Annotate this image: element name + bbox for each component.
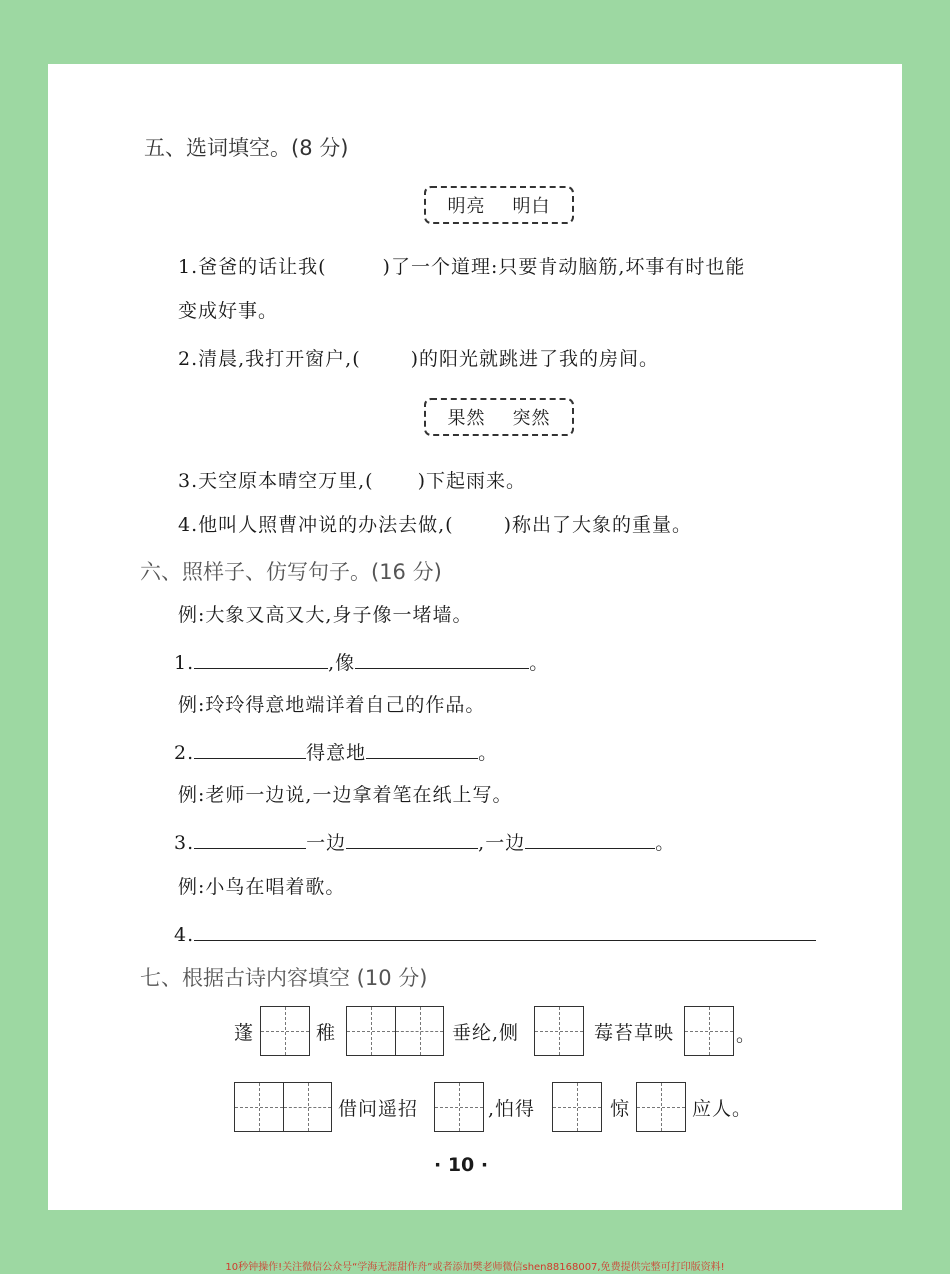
answer-text: 一边 — [306, 832, 347, 854]
char-cell[interactable] — [347, 1007, 395, 1055]
answer-line[interactable] — [355, 646, 529, 669]
char-grid-3[interactable] — [534, 1006, 584, 1056]
answer-text: 。 — [655, 832, 676, 854]
question-1 — [178, 252, 745, 279]
answer-text: ,一边 — [478, 832, 526, 854]
answer-line[interactable] — [194, 736, 306, 759]
question-text: 2.清晨,我打开窗户,( — [178, 348, 361, 370]
answer-line[interactable] — [194, 646, 328, 669]
char-cell[interactable] — [283, 1083, 331, 1131]
answer-number: 4. — [174, 924, 195, 946]
example-2: 例:玲玲得意地端详着自己的作品。 — [178, 694, 486, 716]
section6-title: 六、照样子、仿写句子。(16 分) — [140, 560, 442, 584]
char-grid-5[interactable] — [234, 1082, 332, 1132]
question-text: )下起雨来。 — [417, 470, 527, 492]
answer-2 — [174, 736, 498, 765]
question-text: )了一个道理:只要肯动脑筋,坏事有时也能 — [382, 256, 746, 278]
char-cell[interactable] — [685, 1007, 733, 1055]
question-3 — [178, 466, 526, 493]
answer-line[interactable] — [366, 736, 478, 759]
word-option: 果然 — [447, 408, 486, 429]
example-3: 例:老师一边说,一边拿着笔在纸上写。 — [178, 784, 513, 806]
word-option: 明白 — [512, 196, 551, 217]
char-cell[interactable] — [535, 1007, 583, 1055]
answer-text: ,像 — [328, 652, 356, 674]
poem-text: 借问遥招 — [338, 1098, 419, 1120]
answer-line[interactable] — [194, 826, 306, 849]
answer-text: 。 — [478, 742, 499, 764]
answer-line[interactable] — [346, 826, 478, 849]
section5-title: 五、选词填空。(8 分) — [144, 136, 349, 160]
answer-number: 3. — [174, 832, 195, 854]
question-4 — [178, 510, 692, 537]
char-grid-2[interactable] — [346, 1006, 444, 1056]
word-choice-box-1 — [424, 186, 574, 224]
answer-4 — [174, 918, 816, 946]
poem-text: 垂纶,侧 — [452, 1022, 520, 1044]
char-grid-1[interactable] — [260, 1006, 310, 1056]
question-text: 1.爸爸的话让我( — [178, 256, 327, 278]
char-cell[interactable] — [395, 1007, 443, 1055]
question-2 — [178, 344, 659, 371]
poem-text: 莓苔草映 — [594, 1022, 675, 1044]
char-cell[interactable] — [553, 1083, 601, 1131]
question-text: )的阳光就跳进了我的房间。 — [410, 348, 660, 370]
char-cell[interactable] — [435, 1083, 483, 1131]
answer-3 — [174, 826, 675, 855]
question-1-continued: 变成好事。 — [178, 300, 279, 322]
char-grid-8[interactable] — [636, 1082, 686, 1132]
poem-text: 。 — [736, 1024, 757, 1046]
poem-text: 应人。 — [692, 1098, 753, 1120]
word-choice-box-2 — [424, 398, 574, 436]
char-cell[interactable] — [637, 1083, 685, 1131]
page-number: · 10 · — [434, 1154, 489, 1176]
question-text: )称出了大象的重量。 — [503, 514, 693, 536]
poem-text: 蓬 — [234, 1022, 255, 1044]
poem-text: ,怕得 — [488, 1098, 536, 1120]
answer-text: 。 — [529, 652, 550, 674]
word-option: 突然 — [512, 408, 551, 429]
example-4: 例:小鸟在唱着歌。 — [178, 876, 346, 898]
question-text: 4.他叫人照曹冲说的办法去做,( — [178, 514, 454, 536]
example-1: 例:大象又高又大,身子像一堵墙。 — [178, 604, 473, 626]
char-grid-6[interactable] — [434, 1082, 484, 1132]
poem-text: 惊 — [610, 1098, 631, 1120]
char-grid-4[interactable] — [684, 1006, 734, 1056]
answer-text: 得意地 — [306, 742, 367, 764]
answer-1 — [174, 646, 549, 675]
answer-number: 2. — [174, 742, 195, 764]
answer-line[interactable] — [525, 826, 655, 849]
answer-line[interactable] — [194, 918, 816, 941]
word-option: 明亮 — [447, 196, 486, 217]
worksheet-page — [48, 64, 902, 1210]
answer-number: 1. — [174, 652, 195, 674]
section7-title: 七、根据古诗内容填空 (10 分) — [140, 966, 428, 990]
question-text: 3.天空原本晴空万里,( — [178, 470, 374, 492]
footer-notice: 10秒钟操作!关注微信公众号“学海无涯甜作舟”或者添加樊老师微信shen88168007,免费提供完整可打印版资料! — [225, 1262, 725, 1273]
char-cell[interactable] — [261, 1007, 309, 1055]
char-cell[interactable] — [235, 1083, 283, 1131]
char-grid-7[interactable] — [552, 1082, 602, 1132]
poem-text: 稚 — [316, 1022, 337, 1044]
